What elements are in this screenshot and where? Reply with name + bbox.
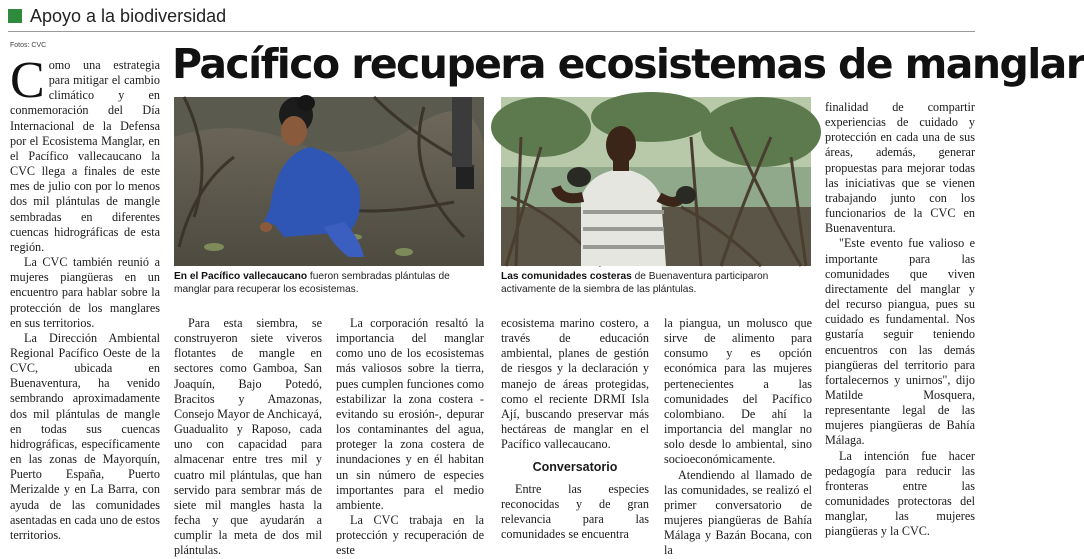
article-column-1 [10, 52, 160, 543]
subheading: Conversatorio [532, 460, 618, 475]
article-column-5 [664, 316, 812, 559]
header-rule [8, 31, 975, 32]
paragraph: Atendiendo al llamado de las comunidades, se realizó el primer conversatorio de mujeres piangüeras de Bahía Málaga y Bazán Bocana, con la [664, 467, 812, 558]
photo-mangrove-illustration [501, 97, 811, 266]
article-column-3 [336, 316, 484, 559]
paragraph: la piangua, un molusco que sirve de alimento para consumo y es opción económica para las mujeres pertenecientes a las comunidades del Pacífico colombiano. De ahí la importancia del manglar no solo desde lo ambiental, sino socioeconómicamente. [664, 316, 812, 467]
section-square-icon [8, 9, 22, 23]
photo-mangrove-man [501, 97, 811, 266]
paragraph: La intención fue hacer pedagogía para reducir las fronteras entre las comunidades protectoras del manglar, las mujeres piangüeras y la CVC. [825, 448, 975, 539]
paragraph-text: omo una estrategia para mitigar el cambio climático y en conmemoración del Día Internacional de la Defensa por el Ecosistema Manglar, en el Pacífico vallecaucano la CVC llega a finales de este mes de julio con por lo menos dos mil plántulas de mangle sembradas en diferentes cuencas hidrográficas de esta región. [10, 58, 160, 254]
paragraph: Para esta siembra, se construyeron siete viveros flotantes de mangle en sectores como Gamboa, San Joaquín, Bajo Potedó, Bracitos y Amazonas, Consejo Mayor de Anchicayá, Guadualito y Raposo, cada uno con capacidad para almacenar entre tres mil y cuatro mil plántulas, que han servido para sembrar más de siete mil mangles hasta la fecha y que ayudarán a cumplir la meta de dos mil plántulas. [174, 316, 322, 558]
dropcap: C [10, 52, 45, 109]
photo-caption-1 [174, 270, 489, 296]
paragraph: finalidad de compartir experiencias de cuidado y protección en cada una de sus áreas, además, generar propuestas para mejorar todas las iniciativas que se vienen trabajando junto con los funcionarios de la CVC en Buenaventura. [825, 100, 975, 236]
paragraph: La CVC también reunió a mujeres piangüeras en un encuentro para hablar sobre la protección de los manglares en sus territorios. [10, 255, 160, 330]
headline: Pacífico recupera ecosistemas de manglar [172, 40, 1084, 88]
caption-text: fueron sembradas plántulas de manglar para recuperar los ecosistemas. [174, 271, 450, 295]
section-title: Apoyo a la biodiversidad [30, 5, 227, 26]
paragraph: La corporación resaltó la importancia del manglar como uno de los ecosistemas más valiosos sobre la tierra, pues cumplen funciones como estabilizar la zona costera -evitando su erosión-, depurar los contaminantes del agua, proteger la zona costera de inundaciones y en él habitan un sin número de especies importantes para el medio ambiente. [336, 316, 484, 512]
photo-credit: Fotos: CVC [10, 42, 47, 49]
paragraph: Entre las especies reconocidas y de gran relevancia para las comunidades se encuentra [501, 481, 649, 542]
paragraph: La CVC trabaja en la protección y recuperación de este [336, 513, 484, 558]
caption-text: de Buenaventura participaron activamente de la siembra de las plántulas. [501, 271, 769, 295]
paragraph: "Este evento fue valioso e importante para las comunidades que viven directamente del manglar y del recurso piangua, pues su cuidado es fundamental. Nos gustaría seguir teniendo encuentros con las demás piangüeras del territorio para fortalecernos y unirnos", dijo Matilde Mosquera, representante legal de las mujeres piangüeras de Bahía Málaga. [825, 236, 975, 448]
paragraph: ecosistema marino costero, a través de educación ambiental, planes de gestión de riesgos y la declaración y manejo de áreas protegidas, como el reciente DRMI Isla Ají, buscando preservar más hectáreas de manglar en el Pacífico vallecaucano. [501, 316, 649, 452]
caption-bold: En el Pacífico vallecaucano [174, 271, 308, 282]
article-column-2 [174, 316, 322, 559]
section-header [8, 5, 226, 27]
article-column-6 [825, 100, 975, 540]
article-column-4 [501, 316, 649, 542]
paragraph: La Dirección Ambiental Regional Pacífico Oeste de la CVC, ubicada en Buenaventura, ha venido sembrando aproximadamente dos mil plántulas de mangle en todas sus cuencas hidrográficas, específicamente en las zonas de Mayorquín, Puerto España, Puerto Merizalde y en La Barra, con ayuda de las comunidades asentadas en cada uno de estos territorios. [10, 330, 160, 542]
photo-planting-mangrove [174, 97, 484, 266]
photo-planting-illustration [174, 97, 484, 266]
paragraph [10, 52, 160, 255]
photo-caption-2 [501, 270, 816, 296]
caption-bold: Las comunidades costeras [501, 271, 632, 282]
